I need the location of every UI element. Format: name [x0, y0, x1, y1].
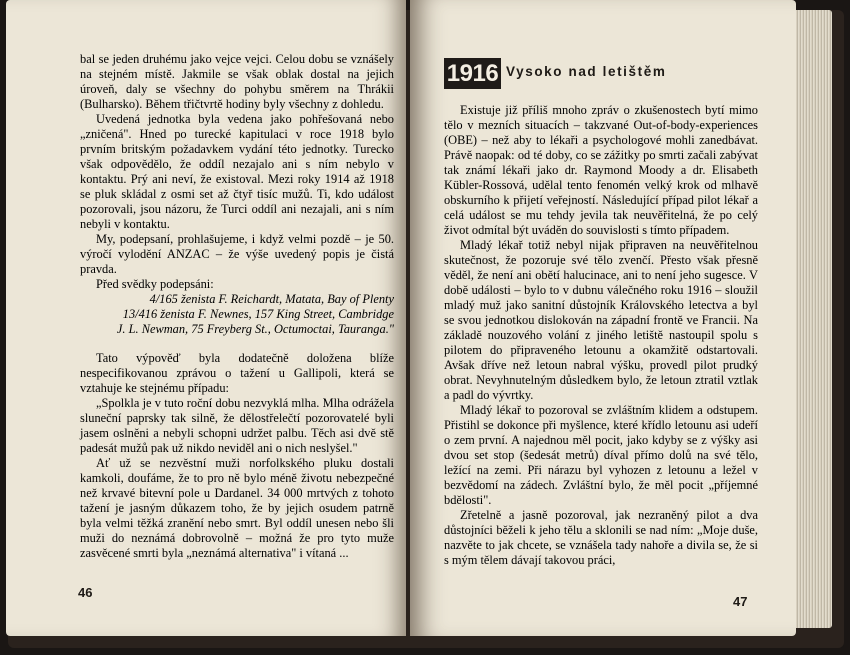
left-paragraph-3: My, podepsaní, prohlašujeme, i když velmi pozdě – je 50. výročí vylodění ANZAC – že výše uvedený popis je čistá pravda. [80, 232, 394, 276]
signature-1: 4/165 ženista F. Reichardt, Matata, Bay of Plenty [149, 292, 394, 306]
right-paragraph-4: Zřetelně a jasně pozoroval, jak nezraněný pilot a dva důstojníci běželi k jeho tělu a sklonili se nad ním: „Moje duše, nazvěte to jak chcete, se vznášela tady nahoře a divila se, že si s mým tělem dávají takovou práci, [444, 508, 758, 567]
signature-3: J. L. Newman, 75 Freyberg St., Octumoctai, Tauranga." [116, 322, 394, 336]
page-number-right: 47 [733, 594, 748, 609]
right-paragraph-3: Mladý lékař to pozoroval se zvláštním klidem a odstupem. Přistihl se dokonce při myšlence, které křídlo letounu asi udeří o zem první. A najednou měl pocit, jako kdyby se z výšky asi dvou set stop (šedesát metrů) díval přímo dolů na své tělo, ležící na zemi. Při nárazu byl vyhozen z letounu a ležel v bezvědomí na zádech. Zvláštní bylo, že měl pocit „příjemné bdělosti". [444, 403, 758, 507]
left-paragraph-7: Ať už se nezvěstní muži norfolkského pluku dostali kamkoli, doufáme, že to pro ně bylo méně životu nebezpečné než krvavé bitevní pole u Dardanel. 34 000 mrtvých z tohoto tažení je jasným důkazem toho, že by jejich osudem patrně byla velmi těžká zranění nebo smrt. Byl oddíl unesen nebo šli muži do neznámá dobrovolně – možná že pro tyto muže zasvěcené smrti byla „neznámá alternativa" i vítaná ... [80, 456, 394, 560]
chapter-title: Vysoko nad letištěm [506, 64, 667, 79]
left-paragraph-1: bal se jeden druhému jako vejce vejci. Celou dobu se vznášely na stejném místě. Jakmile se však oblak dostal na jejich úroveň, daly se všechny do pohybu směrem na Thrákii (Bulharsko). Během třičtvrtě hodiny byly všechny z dohledu. [80, 52, 394, 111]
left-paragraph-4: Před svědky podepsáni: [96, 277, 214, 291]
left-paragraph-6: „Spolkla je v tuto roční dobu nezvyklá mlha. Mlha odrážela sluneční paprsky tak silně, že dělostřelečtí pozorovatelé byli jasem oslněni a nebyli schopni udržet palbu. Těch asi dvě stě padesát mužů pak už nikdo neviděl ani o nich neslyšel." [80, 396, 394, 455]
chapter-year-badge: 1916 [444, 58, 501, 89]
right-paragraph-2: Mladý lékař totiž nebyl nijak připraven na neuvěřitelnou skutečnost, že pozoruje své tělo zvenčí. Přesto však přesně věděl, že není ani obětí halucinace, ani to není jeho sugesce. V době události – bylo to v dubnu válečného roku 1916 – sloužil mladý muž jako sanitní důstojník Královského letectva a byl se svou jednotkou dislokován na západní frontě ve Francii. Na základě nouzového volání z jiného letiště nastoupil spolu s pilotem do připraveného letounu a okamžitě odstartovali. Avšak dříve než letoun nabral výšku, provedl pilot prudký obrat. Nevyhnutelným důsledkem bylo, že letoun ztratil vztlak a padl do vývrtky. [444, 238, 758, 402]
signature-2: 13/416 ženista F. Newnes, 157 King Street, Cambridge [122, 307, 394, 321]
right-paragraph-1: Existuje již příliš mnoho zpráv o zkušenostech bytí mimo tělo v mezních situacích – takzvané Out-of-body-experiences (OBE) – než aby to lékaři a psychologové mohli zanedbávat. Právě naopak: od té doby, co se zážitky po smrti začali zabývat tak známí lékaři jako dr. Raymond Moody a dr. Elisabeth Kübler-Rossová, udělal tento fenomén velký krok od mlhavě obskurního k přijetí veřejností. Následující případ pilot lékař a celá událost se mu tehdy jevila tak neuvěřitelná, že po celý život odmítal být uváděn do souvislosti s tímto případem. [444, 103, 758, 237]
right-page-text [444, 103, 758, 568]
left-paragraph-5: Tato výpověď byla dodatečně doložena blíže nespecifikovanou zprávou o tažení u Gallipoli, která se vztahuje ke stejnému případu: [80, 351, 394, 395]
page-edges [796, 10, 832, 628]
page-number-left: 46 [78, 585, 93, 600]
left-page-text [80, 52, 394, 561]
left-paragraph-2: Uvedená jednotka byla vedena jako pohřešovaná nebo „zničená". Hned po turecké kapitulaci v roce 1918 bylo prvním britským požadavkem vydání této jednotky. Turecko však odpovědělo, že oddíl nezajalo ani s ním nebylo v kontaktu. Prý ani neví, že existoval. Mezi roky 1914 až 1918 se pluk skládal z osmi set až čtyř tisíc mužů. Ti, kdo událost pozorovali, jsou názoru, že Turci oddíl ani nezajali, ani s ním nebyli v kontaktu. [80, 112, 394, 231]
